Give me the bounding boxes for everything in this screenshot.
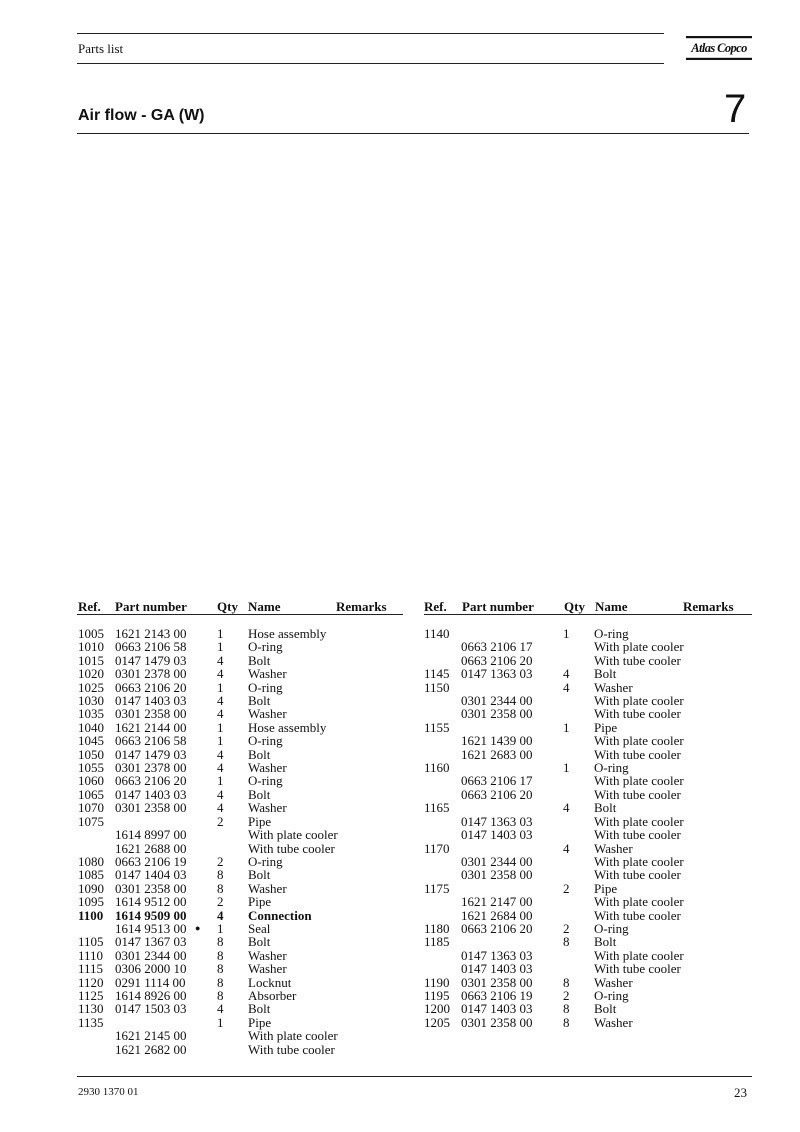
part-number-cell: 0663 2106 20 <box>461 920 533 936</box>
table-row <box>78 681 398 694</box>
table-row <box>78 842 398 855</box>
table-row <box>78 882 398 895</box>
qty-cell: 2 <box>217 813 224 829</box>
part-number-cell: 0147 1367 03 <box>115 934 187 950</box>
ref-cell: 1205 <box>424 1014 450 1030</box>
qty-cell: 4 <box>217 706 224 722</box>
part-number-cell: 1621 2147 00 <box>461 894 533 910</box>
qty-cell: 4 <box>217 907 224 923</box>
ref-cell: 1115 <box>78 961 104 977</box>
part-number-cell: 0306 2000 10 <box>115 961 187 977</box>
ref-cell: 1160 <box>424 760 450 776</box>
qty-cell: 8 <box>563 974 570 990</box>
part-number-cell: 0301 2378 00 <box>115 760 187 776</box>
name-cell: Bolt <box>594 934 617 950</box>
ref-cell: 1135 <box>78 1014 104 1030</box>
name-cell: With plate cooler <box>594 773 684 789</box>
table-row <box>424 627 744 640</box>
part-number-cell: 0147 1503 03 <box>115 1001 187 1017</box>
part-number-cell: 1614 9512 00 <box>115 894 187 910</box>
qty-cell: 8 <box>217 974 224 990</box>
name-cell: With plate cooler <box>594 853 684 869</box>
part-number-cell: 0301 2358 00 <box>115 880 187 896</box>
part-number-cell: 0663 2106 58 <box>115 639 187 655</box>
name-cell: With tube cooler <box>594 706 681 722</box>
name-cell: Pipe <box>248 1014 272 1030</box>
qty-cell: 1 <box>217 1014 224 1030</box>
table-row <box>78 761 398 774</box>
part-number-cell: 1621 2144 00 <box>115 719 187 735</box>
table-row <box>78 667 398 680</box>
section-number: 7 <box>724 87 747 131</box>
name-cell: With tube cooler <box>594 907 681 923</box>
name-cell: Washer <box>248 800 287 816</box>
part-number-cell: 0663 2106 20 <box>461 652 533 668</box>
table-row <box>78 976 398 989</box>
col-header-name: Name <box>595 599 628 614</box>
name-cell: Pipe <box>248 894 272 910</box>
part-number-cell: 0147 1363 03 <box>461 666 533 682</box>
part-number-cell: 0663 2106 58 <box>115 733 187 749</box>
header-rule-bottom <box>77 63 664 64</box>
table-row <box>424 855 744 868</box>
name-cell: Pipe <box>248 813 272 829</box>
qty-cell: 4 <box>563 840 570 856</box>
name-cell: With tube cooler <box>594 652 681 668</box>
name-cell: O-ring <box>248 773 283 789</box>
table-row <box>78 828 398 841</box>
header-label: Parts list <box>78 41 124 56</box>
ref-cell: 1105 <box>78 934 104 950</box>
name-cell: Washer <box>248 760 287 776</box>
name-cell: With tube cooler <box>594 961 681 977</box>
name-cell: O-ring <box>248 733 283 749</box>
table-row <box>78 734 398 747</box>
qty-cell: 2 <box>217 853 224 869</box>
part-number-cell: 0147 1403 03 <box>115 786 187 802</box>
table-row <box>78 855 398 868</box>
qty-cell: 4 <box>217 1001 224 1017</box>
ref-cell: 1195 <box>424 987 450 1003</box>
table-row <box>424 1002 744 1015</box>
ref-cell: 1095 <box>78 894 104 910</box>
table-row <box>78 1016 398 1029</box>
name-cell: O-ring <box>594 987 629 1003</box>
part-number-cell: 1614 9513 00 <box>115 920 187 936</box>
qty-cell: 2 <box>217 894 224 910</box>
ref-cell: 1060 <box>78 773 104 789</box>
table-row <box>424 1016 744 1029</box>
ref-cell: 1040 <box>78 719 104 735</box>
table-row <box>424 640 744 653</box>
name-cell: Washer <box>248 947 287 963</box>
part-number-cell: 0663 2106 20 <box>115 773 187 789</box>
name-cell: Connection <box>248 907 312 923</box>
part-number-cell: 0147 1404 03 <box>115 867 187 883</box>
table-row <box>78 640 398 653</box>
name-cell: With plate cooler <box>594 639 684 655</box>
table-row <box>78 909 398 922</box>
table-row <box>424 694 744 707</box>
parts-table-right <box>424 627 744 1029</box>
col-header-qty: Qty <box>564 599 585 614</box>
qty-cell: 2 <box>563 987 570 1003</box>
part-number-cell: 0291 1114 00 <box>115 974 186 990</box>
name-cell: Bolt <box>594 1001 617 1017</box>
col-header-ref: Ref. <box>78 599 101 614</box>
ref-cell: 1100 <box>78 907 104 923</box>
table-row <box>78 815 398 828</box>
qty-cell: 1 <box>217 626 224 641</box>
name-cell: O-ring <box>594 760 629 776</box>
table-row <box>78 895 398 908</box>
col-header-qty: Qty <box>217 599 238 614</box>
part-number-cell: 0147 1363 03 <box>461 947 533 963</box>
section-title: Air flow - GA (W) <box>78 107 205 124</box>
name-cell: With plate cooler <box>248 1028 338 1044</box>
brand-logo <box>686 36 752 60</box>
ref-cell: 1065 <box>78 786 104 802</box>
table-row <box>78 774 398 787</box>
ref-cell: 1120 <box>78 974 104 990</box>
qty-cell: 8 <box>563 934 570 950</box>
part-number-cell: 0663 2106 17 <box>461 639 533 655</box>
col-header-ref: Ref. <box>424 599 447 614</box>
ref-cell: 1035 <box>78 706 104 722</box>
part-number-cell: 0147 1363 03 <box>461 813 533 829</box>
table-row <box>78 935 398 948</box>
name-cell: Bolt <box>248 652 271 668</box>
part-number-cell: 0147 1403 03 <box>115 693 187 709</box>
document-number: 2930 1370 01 <box>78 1086 139 1098</box>
qty-cell: 4 <box>563 666 570 682</box>
qty-cell: 1 <box>217 773 224 789</box>
name-cell: Bolt <box>248 867 271 883</box>
name-cell: Locknut <box>248 974 292 990</box>
qty-cell: 1 <box>217 679 224 695</box>
table-row <box>424 882 744 895</box>
ref-cell: 1020 <box>78 666 104 682</box>
ref-cell: 1080 <box>78 853 104 869</box>
col-header-name: Name <box>248 599 281 614</box>
part-number-cell: 1621 2682 00 <box>115 1041 187 1057</box>
table-row <box>424 681 744 694</box>
part-number-cell: 0301 2358 00 <box>461 706 533 722</box>
name-cell: Absorber <box>248 987 297 1003</box>
table-row <box>424 774 744 787</box>
col-header-remarks: Remarks <box>336 599 387 614</box>
table-row <box>424 654 744 667</box>
name-cell: With plate cooler <box>594 693 684 709</box>
qty-cell: 1 <box>563 626 570 641</box>
name-cell: Washer <box>248 706 287 722</box>
part-number-cell: 0663 2106 17 <box>461 773 533 789</box>
name-cell: With plate cooler <box>594 733 684 749</box>
table-row <box>424 868 744 881</box>
qty-cell: 8 <box>217 987 224 1003</box>
qty-cell: 1 <box>217 719 224 735</box>
part-number-cell: 0301 2344 00 <box>115 947 187 963</box>
table-row <box>424 667 744 680</box>
ref-cell: 1055 <box>78 760 104 776</box>
qty-cell: 2 <box>563 880 570 896</box>
table-row <box>78 627 398 640</box>
ref-cell: 1010 <box>78 639 104 655</box>
table-row <box>78 748 398 761</box>
table-row <box>78 1029 398 1042</box>
part-number-cell: 1614 9509 00 <box>115 907 187 923</box>
name-cell: Washer <box>248 880 287 896</box>
ref-cell: 1070 <box>78 800 104 816</box>
name-cell: Hose assembly <box>248 719 327 735</box>
name-cell: With plate cooler <box>248 827 338 843</box>
table-row <box>424 748 744 761</box>
left-table-header-rule <box>77 614 403 615</box>
part-number-cell: 1621 1439 00 <box>461 733 533 749</box>
name-cell: Bolt <box>248 693 271 709</box>
table-row <box>424 842 744 855</box>
ref-cell: 1090 <box>78 880 104 896</box>
table-row <box>424 935 744 948</box>
ref-cell: 1075 <box>78 813 104 829</box>
name-cell: Washer <box>594 1014 633 1030</box>
qty-cell: 4 <box>217 786 224 802</box>
name-cell: Bolt <box>594 800 617 816</box>
part-number-cell: 0147 1403 03 <box>461 1001 533 1017</box>
table-row <box>424 788 744 801</box>
qty-cell: 4 <box>217 800 224 816</box>
table-row <box>424 922 744 935</box>
qty-cell: 2 <box>563 920 570 936</box>
ref-cell: 1185 <box>424 934 450 950</box>
table-row <box>424 828 744 841</box>
ref-cell: 1190 <box>424 974 450 990</box>
part-number-cell: 0301 2358 00 <box>461 974 533 990</box>
name-cell: With tube cooler <box>248 1041 335 1057</box>
table-row <box>78 721 398 734</box>
name-cell: O-ring <box>248 639 283 655</box>
name-cell: With plate cooler <box>594 813 684 829</box>
table-row <box>78 962 398 975</box>
name-cell: With plate cooler <box>594 894 684 910</box>
qty-cell: 8 <box>217 867 224 883</box>
ref-cell: 1140 <box>424 626 450 641</box>
ref-cell: 1145 <box>424 666 450 682</box>
table-row <box>78 949 398 962</box>
name-cell: Washer <box>248 961 287 977</box>
name-cell: Pipe <box>594 719 618 735</box>
part-number-cell: 0301 2358 00 <box>461 1014 533 1030</box>
qty-cell: 1 <box>563 719 570 735</box>
table-row <box>424 761 744 774</box>
header-rule-top <box>77 33 664 34</box>
name-cell: Hose assembly <box>248 626 327 641</box>
table-row <box>424 989 744 1002</box>
part-number-cell: 0663 2106 19 <box>115 853 187 869</box>
table-row <box>424 721 744 734</box>
footer-rule <box>77 1076 752 1077</box>
part-number-cell: 0663 2106 20 <box>115 679 187 695</box>
name-cell: With tube cooler <box>248 840 335 856</box>
name-cell: O-ring <box>594 626 629 641</box>
table-row <box>424 734 744 747</box>
qty-cell: 4 <box>563 679 570 695</box>
part-number-cell: 0301 2358 00 <box>115 706 187 722</box>
col-header-part-number: Part number <box>115 599 187 614</box>
name-cell: With plate cooler <box>594 947 684 963</box>
ref-cell: 1170 <box>424 840 450 856</box>
qty-cell: 4 <box>217 693 224 709</box>
ref-cell: 1110 <box>78 947 104 963</box>
name-cell: Bolt <box>248 746 271 762</box>
ref-cell: 1175 <box>424 880 450 896</box>
col-header-remarks: Remarks <box>683 599 734 614</box>
part-number-cell: 0663 2106 20 <box>461 786 533 802</box>
table-row <box>78 989 398 1002</box>
qty-cell: 8 <box>563 1001 570 1017</box>
name-cell: Washer <box>594 974 633 990</box>
col-header-part-number: Part number <box>462 599 534 614</box>
part-number-cell: 0147 1479 03 <box>115 746 187 762</box>
ref-cell: 1125 <box>78 987 104 1003</box>
ref-cell: 1200 <box>424 1001 450 1017</box>
name-cell: Bolt <box>248 1001 271 1017</box>
table-row <box>78 788 398 801</box>
part-number-cell: 0663 2106 19 <box>461 987 533 1003</box>
qty-cell: 8 <box>217 880 224 896</box>
parts-table-left <box>78 627 398 1056</box>
part-number-cell: 0301 2358 00 <box>115 800 187 816</box>
page-number: 23 <box>734 1085 747 1100</box>
ref-cell: 1130 <box>78 1001 104 1017</box>
name-cell: O-ring <box>248 679 283 695</box>
qty-cell: 4 <box>217 746 224 762</box>
table-row <box>78 801 398 814</box>
qty-cell: 8 <box>217 961 224 977</box>
name-cell: Bolt <box>248 934 271 950</box>
name-cell: With tube cooler <box>594 746 681 762</box>
ref-cell: 1030 <box>78 693 104 709</box>
table-row <box>78 654 398 667</box>
table-row <box>424 707 744 720</box>
brand-logo-text: Atlas Copco <box>691 41 747 55</box>
qty-cell: 4 <box>217 760 224 776</box>
name-cell: Washer <box>594 679 633 695</box>
ref-cell: 1085 <box>78 867 104 883</box>
ref-cell: 1005 <box>78 626 104 641</box>
table-row <box>424 815 744 828</box>
name-cell: Bolt <box>594 666 617 682</box>
table-row <box>78 1043 398 1056</box>
table-row <box>78 1002 398 1015</box>
table-row <box>424 895 744 908</box>
name-cell: O-ring <box>248 853 283 869</box>
qty-cell: 1 <box>563 760 570 776</box>
table-row <box>424 909 744 922</box>
part-number-cell: 0147 1403 03 <box>461 961 533 977</box>
name-cell: With tube cooler <box>594 867 681 883</box>
table-row <box>424 976 744 989</box>
part-number-cell: 1621 2684 00 <box>461 907 533 923</box>
ref-cell: 1025 <box>78 679 104 695</box>
qty-cell: 1 <box>217 920 224 936</box>
table-row <box>78 922 398 935</box>
part-number-cell: 0301 2358 00 <box>461 867 533 883</box>
part-number-cell: 1621 2145 00 <box>115 1028 187 1044</box>
part-number-cell: 1621 2683 00 <box>461 746 533 762</box>
qty-cell: 1 <box>217 733 224 749</box>
name-cell: With tube cooler <box>594 786 681 802</box>
table-row <box>78 868 398 881</box>
section-rule <box>77 133 749 134</box>
name-cell: With tube cooler <box>594 827 681 843</box>
part-number-cell: 0301 2378 00 <box>115 666 187 682</box>
qty-cell: 8 <box>217 934 224 950</box>
name-cell: Bolt <box>248 786 271 802</box>
part-number-cell: 0301 2344 00 <box>461 693 533 709</box>
table-row <box>78 707 398 720</box>
name-cell: O-ring <box>594 920 629 936</box>
part-number-cell: 1621 2143 00 <box>115 626 187 641</box>
table-row <box>424 949 744 962</box>
qty-cell: 4 <box>217 666 224 682</box>
part-number-cell: 0147 1403 03 <box>461 827 533 843</box>
table-row <box>424 962 744 975</box>
part-number-cell: 1614 8926 00 <box>115 987 187 1003</box>
right-table-header-rule <box>424 614 752 615</box>
marker-cell: ● <box>195 922 201 933</box>
table-row <box>424 801 744 814</box>
qty-cell: 8 <box>563 1014 570 1030</box>
part-number-cell: 0301 2344 00 <box>461 853 533 869</box>
qty-cell: 1 <box>217 639 224 655</box>
part-number-cell: 1621 2688 00 <box>115 840 187 856</box>
ref-cell: 1045 <box>78 733 104 749</box>
ref-cell: 1180 <box>424 920 450 936</box>
name-cell: Pipe <box>594 880 618 896</box>
ref-cell: 1155 <box>424 719 450 735</box>
table-row <box>78 694 398 707</box>
ref-cell: 1150 <box>424 679 450 695</box>
ref-cell: 1050 <box>78 746 104 762</box>
part-number-cell: 0147 1479 03 <box>115 652 187 668</box>
name-cell: Seal <box>248 920 271 936</box>
name-cell: Washer <box>594 840 633 856</box>
qty-cell: 8 <box>217 947 224 963</box>
part-number-cell: 1614 8997 00 <box>115 827 187 843</box>
qty-cell: 4 <box>563 800 570 816</box>
ref-cell: 1015 <box>78 652 104 668</box>
name-cell: Washer <box>248 666 287 682</box>
qty-cell: 4 <box>217 652 224 668</box>
ref-cell: 1165 <box>424 800 450 816</box>
